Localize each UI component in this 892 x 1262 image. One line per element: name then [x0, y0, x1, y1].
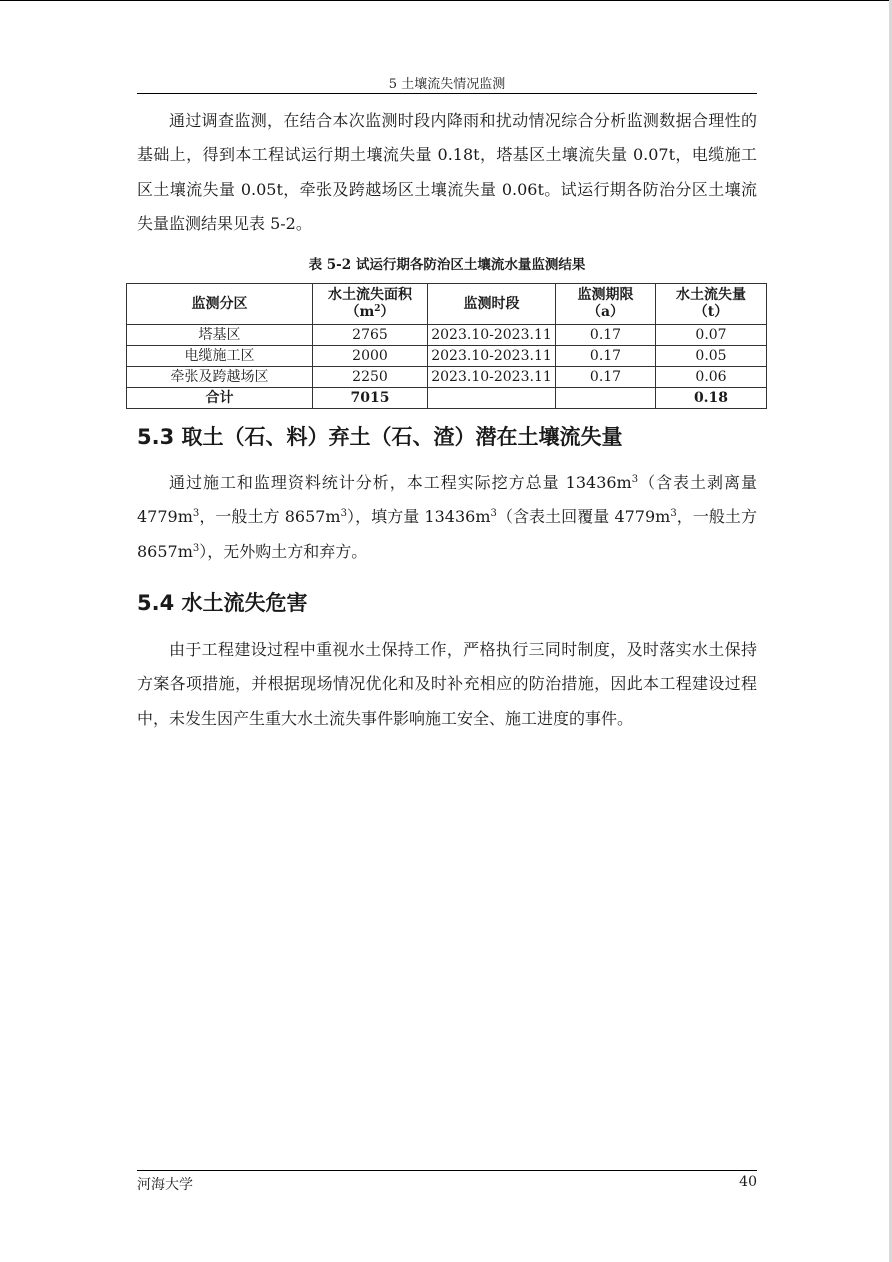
cell-area: 2250: [313, 367, 428, 388]
superscript: 3: [192, 542, 200, 554]
loss-unit: （t）: [693, 304, 729, 320]
cell-zone: 电缆施工区: [127, 346, 313, 367]
section-5-4-heading: 5.4 水土流失危害: [137, 591, 308, 615]
superscript: 3: [631, 474, 639, 485]
cell-term: 0.17: [556, 367, 656, 388]
superscript: 3: [340, 508, 347, 520]
text-run: ），无外购土方和弃方。: [199, 541, 368, 561]
col-header-term: [556, 284, 656, 325]
cell-zone: 牵张及跨越场区: [127, 367, 313, 388]
cell-zone: 塔基区: [127, 325, 313, 346]
area-label: 水土流失面积: [328, 287, 412, 303]
cell-total-area: 7015: [313, 388, 428, 409]
col-header-loss: [656, 284, 767, 325]
cell-total-label: 合计: [127, 388, 313, 409]
text-run: ），填方量 13436m: [346, 507, 491, 527]
section-5-3-paragraph: [137, 466, 757, 569]
cell-area: 2000: [313, 346, 428, 367]
cell-area: 2765: [313, 325, 428, 346]
footer-institution: 河海大学: [137, 1177, 193, 1193]
table-total-row: [127, 388, 767, 409]
table-row: [127, 346, 767, 367]
col-header-period: 监测时段: [428, 284, 556, 325]
cell-period: 2023.10-2023.11: [428, 367, 556, 388]
superscript: 3: [670, 508, 677, 520]
table-row: [127, 367, 767, 388]
loss-label: 水土流失量: [676, 287, 746, 303]
table-row: [127, 325, 767, 346]
col-header-area: [313, 284, 428, 325]
text-run: 通过施工和监理资料统计分析，本工程实际挖方总量 13436m: [169, 473, 632, 492]
monitoring-table: [126, 283, 767, 409]
section-5-3-heading: 5.3 取土（石、料）弃土（石、渣）潜在土壤流失量: [137, 425, 623, 449]
footer-rule: [137, 1170, 757, 1171]
cell-period: 2023.10-2023.11: [428, 325, 556, 346]
superscript: 3: [490, 508, 497, 520]
table-caption: 表 5-2 试运行期各防治区土壤流水量监测结果: [308, 257, 586, 273]
cell-total-term: [556, 388, 656, 409]
superscript: 3: [192, 508, 200, 520]
text-run: ，一般土方 8657m: [199, 507, 341, 527]
cell-loss: 0.05: [656, 346, 767, 367]
section-5-4-paragraph: 由于工程建设过程中重视水土保持工作，严格执行三同时制度，及时落实水土保持方案各项措施，并根据现场情况优化和及时补充相应的防治措施，因此本工程建设过程中，未发生因产生重大水土流失事件影响施工安全、施工进度的事件。: [137, 640, 757, 728]
table-header-row: [127, 284, 767, 325]
cell-total-loss: 0.18: [656, 388, 767, 409]
cell-term: 0.17: [556, 325, 656, 346]
area-unit-sup: 2: [374, 304, 381, 314]
cell-term: 0.17: [556, 346, 656, 367]
header-rule: [137, 93, 757, 94]
area-unit-post: ）: [380, 304, 395, 320]
intro-paragraph: 通过调查监测，在结合本次监测时段内降雨和扰动情况综合分析监测数据合理性的基础上，得到本工程试运行期土壤流失量 0.18t，塔基区土壤流失量 0.07t，电缆施工区土壤流失量 0.05t，牵张及跨越场区土壤流失量 0.06t。试运行期各防治分区土壤流失量监测结果见表 5-2。: [137, 111, 757, 234]
page-top-border: [0, 0, 892, 1]
col-header-zone: 监测分区: [127, 284, 313, 325]
text-run: （含表土剥离量 4779m: [137, 473, 757, 527]
cell-loss: 0.06: [656, 367, 767, 388]
text-run: ，一般土方 8657m: [137, 507, 757, 561]
footer-page-number: 40: [739, 1174, 757, 1190]
term-unit: （a）: [586, 304, 625, 320]
running-header: 5 土壤流失情况监测: [388, 77, 506, 92]
cell-total-period: [428, 388, 556, 409]
area-unit-pre: （m: [345, 304, 375, 320]
text-run: （含表土回覆量 4779m: [496, 507, 671, 527]
term-label: 监测期限: [577, 287, 634, 303]
cell-period: 2023.10-2023.11: [428, 346, 556, 367]
cell-loss: 0.07: [656, 325, 767, 346]
